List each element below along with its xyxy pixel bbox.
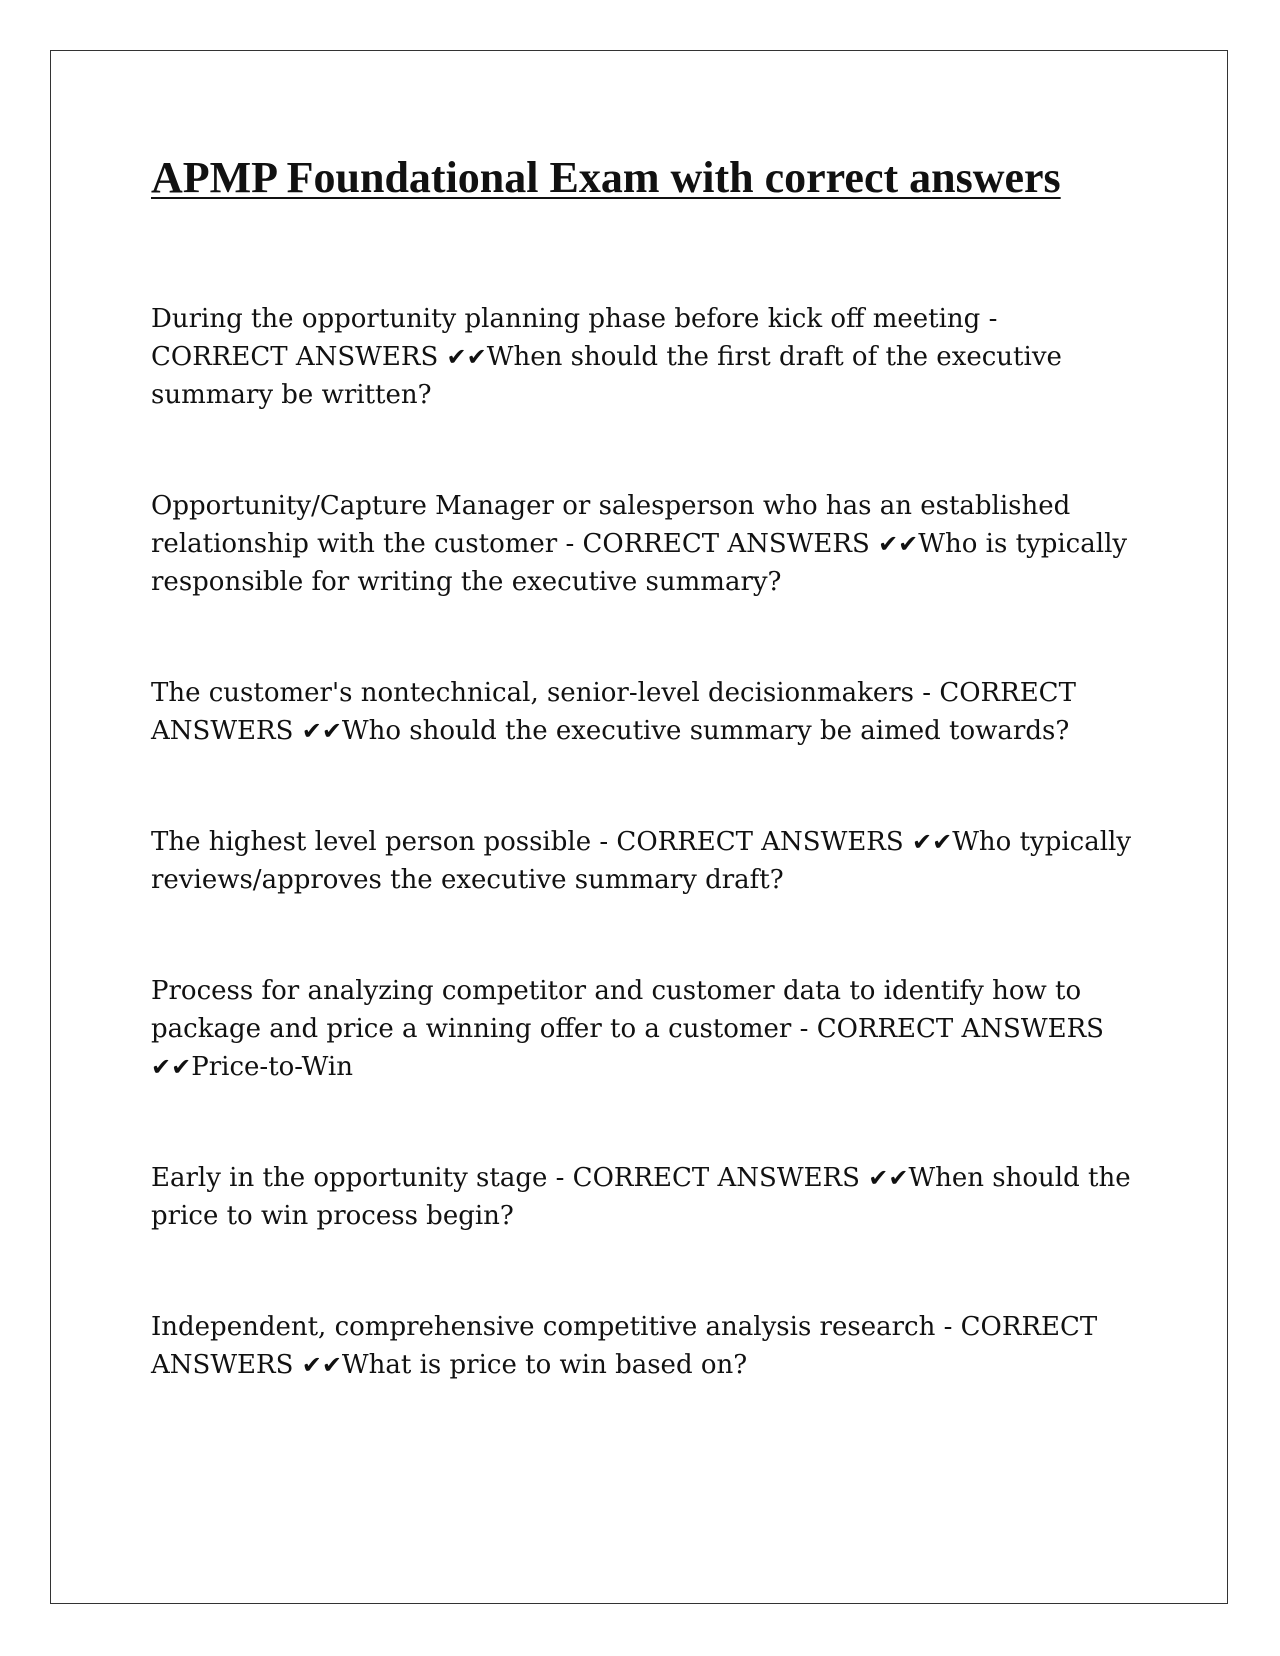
qa-item [151,1159,1141,1235]
qa-item [151,674,1141,750]
qa-question: When should the first draft of the executive summary be written? [151,342,1062,410]
qa-list [151,300,1141,1384]
qa-separator: - CORRECT ANSWERS [151,1312,1098,1380]
check-marker-icon: ✔✔ [868,1164,909,1192]
qa-item [151,1308,1141,1384]
check-marker-icon: ✔✔ [301,1351,342,1379]
qa-answer: During the opportunity planning phase before kick off meeting [151,304,981,334]
qa-answer: Early in the opportunity stage [151,1163,548,1193]
qa-question: When should the price to win process begin? [151,1163,1131,1231]
qa-item [151,487,1141,601]
qa-item [151,823,1141,899]
qa-answer: The highest level person possible [151,827,592,857]
qa-question: Price-to-Win [191,1052,353,1082]
qa-separator: - CORRECT ANSWERS [151,304,998,372]
qa-answer: Independent, comprehensive competitive analysis research [151,1312,936,1342]
check-marker-icon: ✔✔ [878,530,919,558]
qa-answer: Opportunity/Capture Manager or salesperson who has an established relationship with the customer [151,491,1071,559]
qa-separator: - CORRECT ANSWERS [791,1014,1104,1044]
qa-question: What is price to win based on? [341,1350,748,1380]
check-marker-icon: ✔✔ [446,343,487,371]
qa-item [151,972,1141,1086]
qa-separator: - CORRECT ANSWERS [547,1163,869,1193]
qa-question: Who is typically responsible for writing the executive summary? [151,529,1128,597]
qa-separator: - CORRECT ANSWERS [591,827,912,857]
qa-item [151,300,1141,414]
qa-answer: Process for analyzing competitor and customer data to identify how to package and price a winning offer to a customer [151,976,1082,1044]
qa-answer: The customer's nontechnical, senior-level decisionmakers [151,678,915,708]
check-marker-icon: ✔✔ [301,717,342,745]
check-marker-icon: ✔✔ [151,1053,192,1081]
document-content [151,148,1141,1457]
qa-separator: - CORRECT ANSWERS [151,678,1076,746]
qa-question: Who typically reviews/approves the executive summary draft? [151,827,1132,895]
check-marker-icon: ✔✔ [911,828,953,856]
qa-separator: - CORRECT ANSWERS [557,529,879,559]
page-title: APMP Foundational Exam with correct answers [151,153,1061,202]
qa-question: Who should the executive summary be aimed towards? [341,716,1070,746]
